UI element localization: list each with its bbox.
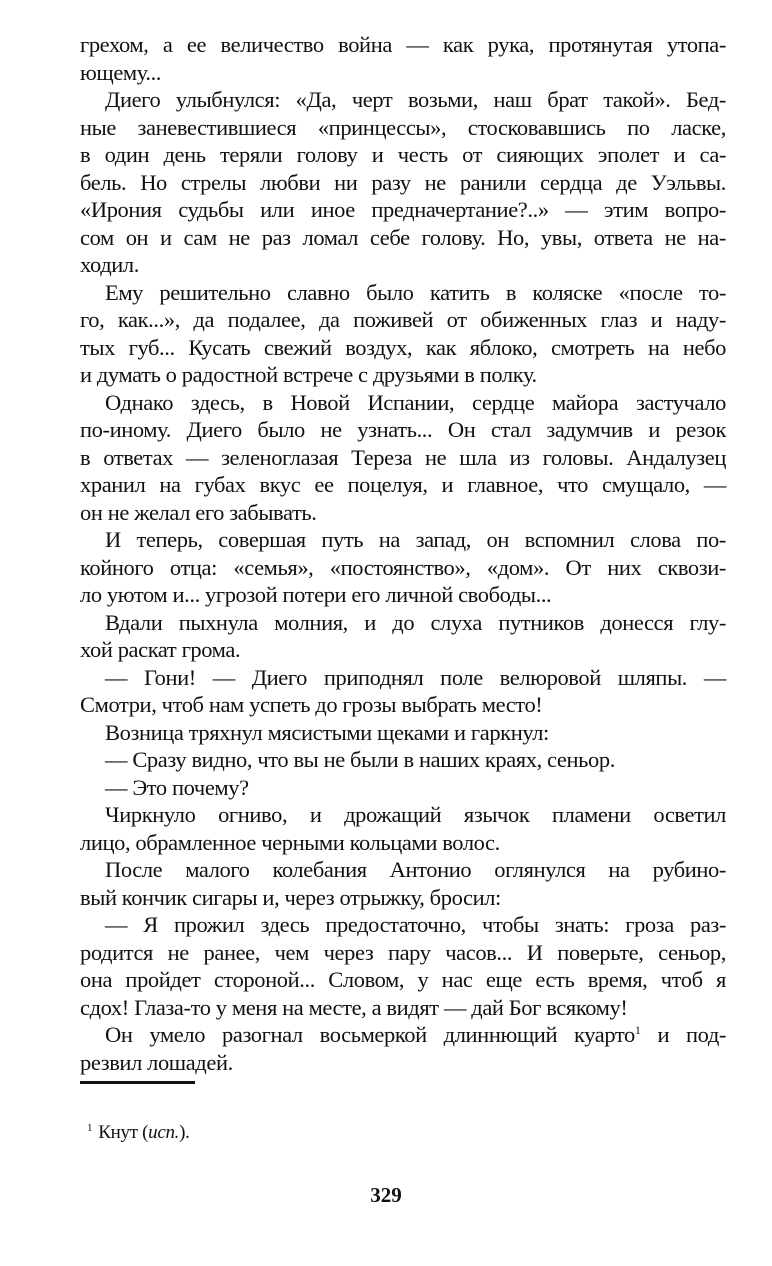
text-line: Однако здесь, в Новой Испании, сердце майора застучало bbox=[105, 389, 726, 415]
text-line: Ему решительно славно было катить в коляске «после то- bbox=[105, 279, 726, 305]
text-line: она пройдет стороной... Словом, у нас еще есть время, чтоб я bbox=[80, 967, 726, 992]
text-line: и думать о радостной встрече с друзьями в полку. bbox=[80, 362, 537, 387]
text-line: в ответах — зеленоглазая Тереза не шла из головы. Андалузец bbox=[80, 444, 726, 470]
text-line: ло уютом и... угрозой потери его личной свободы... bbox=[80, 582, 552, 607]
body-text bbox=[80, 31, 726, 1076]
text-line: Возница тряхнул мясистыми щеками и гаркнул: bbox=[105, 719, 549, 745]
text-line: он не желал его забывать. bbox=[80, 499, 317, 525]
footnote-marker: 1 bbox=[87, 1122, 93, 1134]
text-line: — Это почему? bbox=[105, 774, 249, 800]
text-line: сом он и сам не раз ломал себе голову. Но, увы, ответа не на- bbox=[80, 224, 726, 250]
text-line: — Гони! — Диего приподнял поле велюровой шляпы. — bbox=[105, 664, 726, 690]
text-line: резвил лошадей. bbox=[80, 1049, 233, 1075]
footnote-tail: ). bbox=[179, 1122, 190, 1143]
text-line: И теперь, совершая путь на запад, он вспомнил слова по- bbox=[105, 527, 726, 552]
text-line: Чиркнуло огниво, и дрожащий язычок пламени осветил bbox=[105, 802, 726, 827]
text-line: — Я прожил здесь предостаточно, чтобы знать: гроза раз- bbox=[105, 912, 726, 937]
page-number: 329 bbox=[370, 1183, 402, 1207]
footnote-divider bbox=[80, 1081, 195, 1084]
text-line: ные заневестившиеся «принцессы», стосковавшись по ласке, bbox=[80, 114, 726, 140]
text-line: сдох! Глаза-то у меня на месте, а видят — дай Бог всякому! bbox=[80, 994, 628, 1020]
text-line: хранил на губах вкус ее поцелуя, и главное, что смущало, — bbox=[80, 472, 726, 497]
footnote-reference: 1 bbox=[634, 1023, 641, 1037]
text-line: ющему... bbox=[80, 59, 162, 85]
text-segment: Он умело разогнал восьмеркой длиннющий куарто bbox=[105, 1022, 635, 1047]
text-line: ходил. bbox=[80, 252, 139, 277]
footnote bbox=[87, 1122, 190, 1144]
text-line: койного отца: «семья», «постоянство», «дом». От них сквози- bbox=[80, 554, 726, 580]
footnote-text: Кнут ( bbox=[98, 1122, 149, 1143]
text-line: После малого колебания Антонио оглянулся на рубино- bbox=[105, 857, 726, 882]
text-line: Диего улыбнулся: «Да, черт возьми, наш брат такой». Бед- bbox=[105, 87, 726, 112]
text-line: «Ирония судьбы или иное предначертание?..» — этим вопро- bbox=[80, 197, 726, 222]
footnote-abbrev: исп. bbox=[148, 1122, 180, 1143]
text-line: Смотри, чтоб нам успеть до грозы выбрать место! bbox=[80, 692, 543, 717]
text-line: по-иному. Диего было не узнать... Он стал задумчив и резок bbox=[80, 417, 726, 442]
text-line: — Сразу видно, что вы не были в наших краях, сеньор. bbox=[105, 747, 615, 772]
text-segment: и под- bbox=[640, 1022, 726, 1047]
text-line: в один день теряли голову и честь от сияющих эполет и са- bbox=[80, 142, 726, 167]
text-line: вый кончик сигары и, через отрыжку, бросил: bbox=[80, 884, 501, 910]
text-line: бель. Но стрелы любви ни разу не ранили сердца де Уэльвы. bbox=[80, 169, 726, 195]
text-line: Вдали пыхнула молния, и до слуха путников донесся глу- bbox=[105, 609, 726, 635]
text-line: го, как...», да подалее, да поживей от обиженных глаз и наду- bbox=[80, 307, 726, 332]
text-line bbox=[80, 1021, 726, 1049]
text-line: грехом, а ее величество война — как рука, протянутая утопа- bbox=[80, 32, 726, 57]
text-line: тых губ... Кусать свежий воздух, как яблоко, смотреть на небо bbox=[80, 334, 726, 360]
text-line: лицо, обрамленное черными кольцами волос. bbox=[80, 829, 500, 855]
text-line: хой раскат грома. bbox=[80, 637, 241, 662]
text-line: родится не ранее, чем через пару часов... И поверьте, сеньор, bbox=[80, 939, 726, 965]
